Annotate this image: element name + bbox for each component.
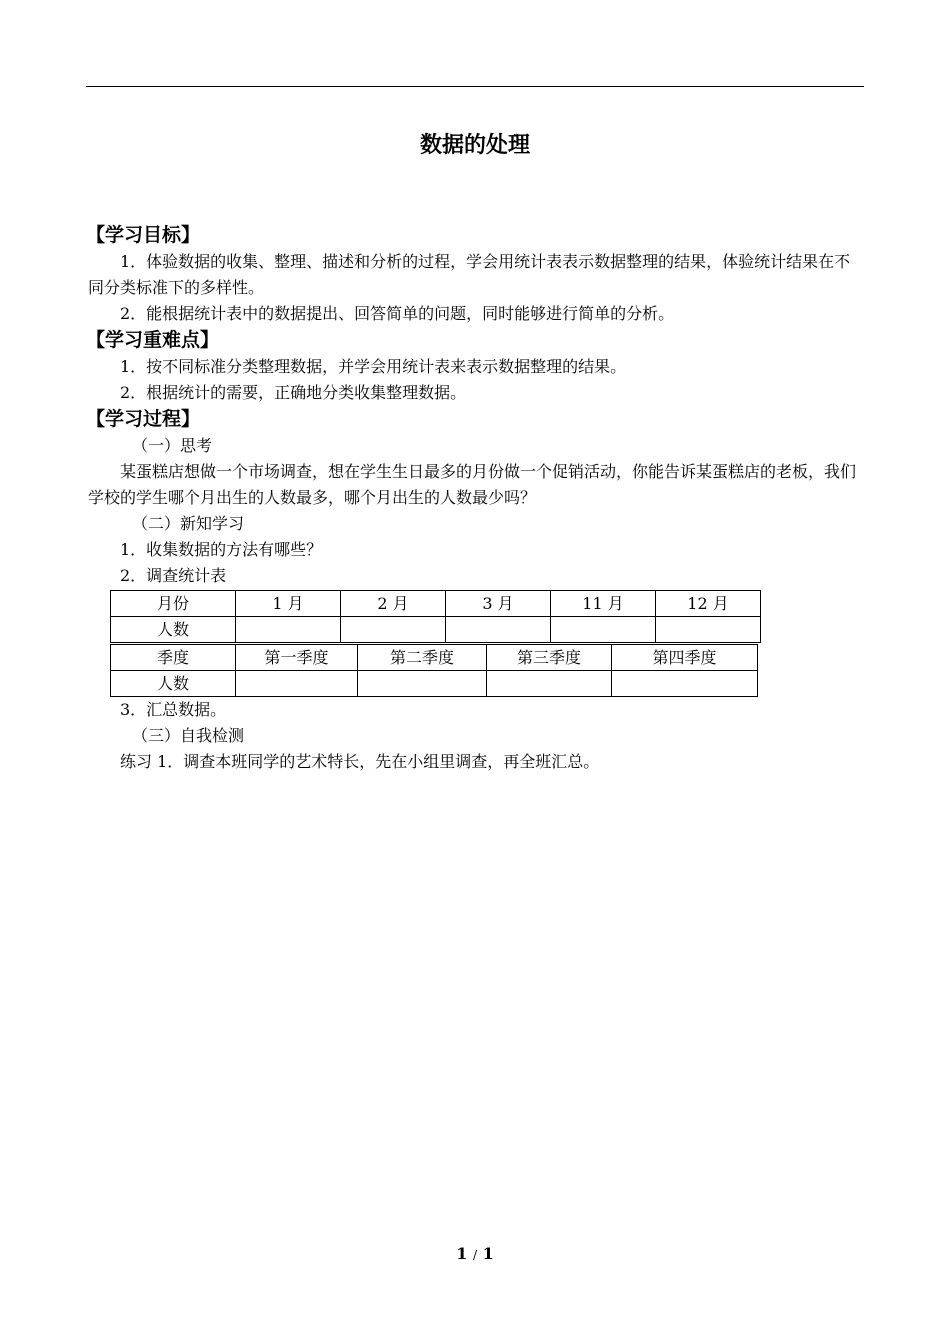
table-row bbox=[111, 617, 761, 643]
table-cell: 第一季度 bbox=[236, 645, 358, 671]
self-check-label: （三）自我检测 bbox=[132, 726, 245, 745]
objective-item: 1．体验数据的收集、整理、描述和分析的过程，学会用统计表表示数据整理的结果，体验统计结果在不同分类标准下的多样性。 bbox=[88, 252, 851, 297]
table-row bbox=[111, 591, 761, 617]
document-body bbox=[88, 222, 864, 775]
page-separator: / bbox=[472, 1248, 478, 1262]
table-cell bbox=[341, 617, 446, 643]
table-cell: 季度 bbox=[111, 645, 236, 671]
key-point-item: 2．根据统计的需要，正确地分类收集整理数据。 bbox=[120, 383, 467, 402]
process-heading: 【学习过程】 bbox=[86, 408, 201, 430]
table-cell: 1 月 bbox=[236, 591, 341, 617]
table-cell bbox=[446, 617, 551, 643]
season-table bbox=[110, 644, 758, 697]
table-cell: 2 月 bbox=[341, 591, 446, 617]
table-row bbox=[111, 645, 758, 671]
table-row bbox=[111, 671, 758, 697]
page-total: 1 bbox=[482, 1244, 494, 1263]
table-cell bbox=[551, 617, 656, 643]
table-cell bbox=[612, 671, 758, 697]
table-cell bbox=[236, 617, 341, 643]
page-number bbox=[0, 1244, 950, 1263]
table-cell: 月份 bbox=[111, 591, 236, 617]
question-3: 3．汇总数据。 bbox=[120, 700, 227, 719]
table-cell: 第三季度 bbox=[487, 645, 612, 671]
top-rule bbox=[86, 86, 864, 87]
table-cell bbox=[358, 671, 487, 697]
table-cell: 11 月 bbox=[551, 591, 656, 617]
month-table bbox=[110, 590, 761, 643]
table-cell bbox=[236, 671, 358, 697]
exercise-1: 练习 1．调查本班同学的艺术特长，先在小组里调查，再全班汇总。 bbox=[120, 752, 600, 771]
think-text: 某蛋糕店想做一个市场调查，想在学生生日最多的月份做一个促销活动，你能告诉某蛋糕店的老板，我们学校的学生哪个月出生的人数最多，哪个月出生的人数最少吗？ bbox=[88, 462, 857, 507]
page-title: 数据的处理 bbox=[419, 133, 530, 158]
objective-item: 2．能根据统计表中的数据提出、回答简单的问题，同时能够进行简单的分析。 bbox=[120, 304, 675, 323]
table-cell: 人数 bbox=[111, 617, 236, 643]
table-cell bbox=[487, 671, 612, 697]
key-points-heading: 【学习重难点】 bbox=[86, 329, 220, 351]
page-current: 1 bbox=[456, 1244, 468, 1263]
question-1: 1．收集数据的方法有哪些？ bbox=[120, 540, 323, 559]
table-cell: 人数 bbox=[111, 671, 236, 697]
table-cell: 3 月 bbox=[446, 591, 551, 617]
key-point-item: 1．按不同标准分类整理数据，并学会用统计表来表示数据整理的结果。 bbox=[120, 357, 627, 376]
objectives-heading: 【学习目标】 bbox=[86, 224, 201, 246]
table-cell: 第二季度 bbox=[358, 645, 487, 671]
table-cell bbox=[656, 617, 761, 643]
table-cell: 12 月 bbox=[656, 591, 761, 617]
table-cell: 第四季度 bbox=[612, 645, 758, 671]
new-knowledge-label: （二）新知学习 bbox=[132, 514, 245, 533]
question-2: 2．调查统计表 bbox=[120, 566, 227, 585]
think-label: （一）思考 bbox=[132, 436, 213, 455]
